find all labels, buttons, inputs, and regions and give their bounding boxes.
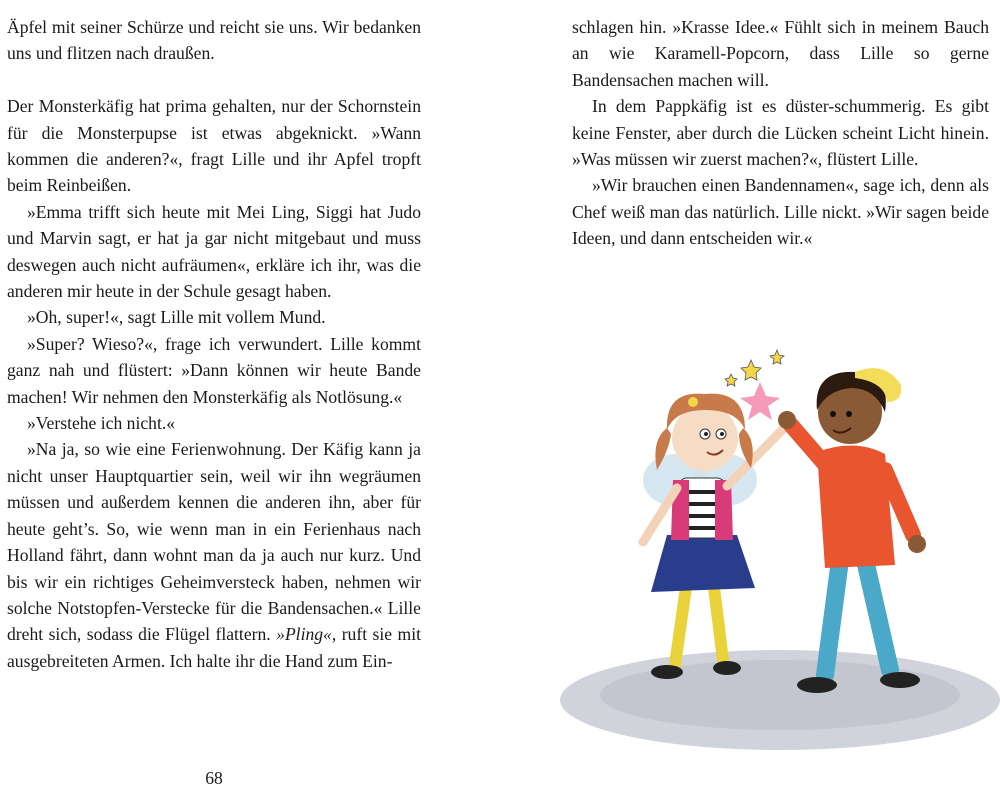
star-icon (725, 374, 737, 386)
page-number: 68 (205, 768, 223, 788)
paragraph: »Super? Wieso?«, frage ich verwundert. Lille kommt ganz nah und flüstert: »Dann können wir heute Bande machen! Wir nehmen den Monsterkäfig als Notlösung.« (7, 333, 421, 407)
girl-figure (643, 394, 787, 679)
paragraph-text: »Na ja, so wie eine Ferienwohnung. Der Käfig kann ja nicht unser Hauptquartier sein, weil wir ihn wegräumen müssen und außerdem kennen die anderen ihn, aber für heute geht’s. So, wie wenn man in ein Ferienhaus nach Holland fährt, dann wohnt man da ja auch nur kurz. Und bis wir ein richtiges Geheimversteck haben, nehmen wir solche Notstopfen-Verstecke für die Bandensachen.« Lille dreht sich, sodass die Flügel flattern. (7, 439, 421, 645)
paragraph: »Oh, super!«, sagt Lille mit vollem Mund. (27, 307, 326, 328)
paragraph-text: , ruft sie mit ausgebreiteten Armen. Ich halte ihr die Hand zum Ein- (7, 624, 421, 671)
paragraph: Äpfel mit seiner Schürze und reicht sie uns. Wir bedanken uns und flitzen nach draußen. (7, 17, 421, 64)
paragraph: »Emma trifft sich heute mit Mei Ling, Siggi hat Judo und Marvin sagt, er hat ja gar nicht mitgebaut und muss deswegen auch nicht aufräumen«, erkläre ich ihr, was die anderen mir heute in der Schule gesagt haben. (7, 201, 421, 302)
left-page-text (7, 14, 421, 674)
high-five-sparkle (740, 382, 780, 420)
right-page (500, 0, 1000, 800)
boy-figure (778, 368, 926, 693)
paragraph: Der Monsterkäfig hat prima gehalten, nur der Schornstein für die Monsterpupse ist etwas abgeknickt. »Wann kommen die anderen?«, fragt Lille und ihr Apfel tropft beim Reinbeißen. (7, 96, 421, 196)
paragraph: »Verstehe ich nicht.« (27, 413, 176, 434)
paragraph: In dem Pappkäfig ist es düster-schummerig. Es gibt keine Fenster, aber durch die Lücken scheint Licht hinein. »Was müssen wir zuerst machen?«, flüstert Lille. (572, 96, 989, 170)
pling-italic: »Pling« (276, 624, 332, 645)
paragraph (7, 436, 421, 674)
star-icon (741, 360, 761, 380)
paragraph: schlagen hin. »Krasse Idee.« Fühlt sich in meinem Bauch an wie Karamell-Popcorn, dass Lille so gerne Bandensachen machen will. (572, 17, 989, 90)
star-icon (770, 350, 784, 364)
right-page-text (572, 14, 989, 252)
paragraph: »Wir brauchen einen Bandennamen«, sage ich, denn als Chef weiß man das natürlich. Lille nickt. »Wir sagen beide Ideen, und dann entscheiden wir.« (572, 175, 989, 249)
high-five-illustration (555, 330, 1000, 750)
